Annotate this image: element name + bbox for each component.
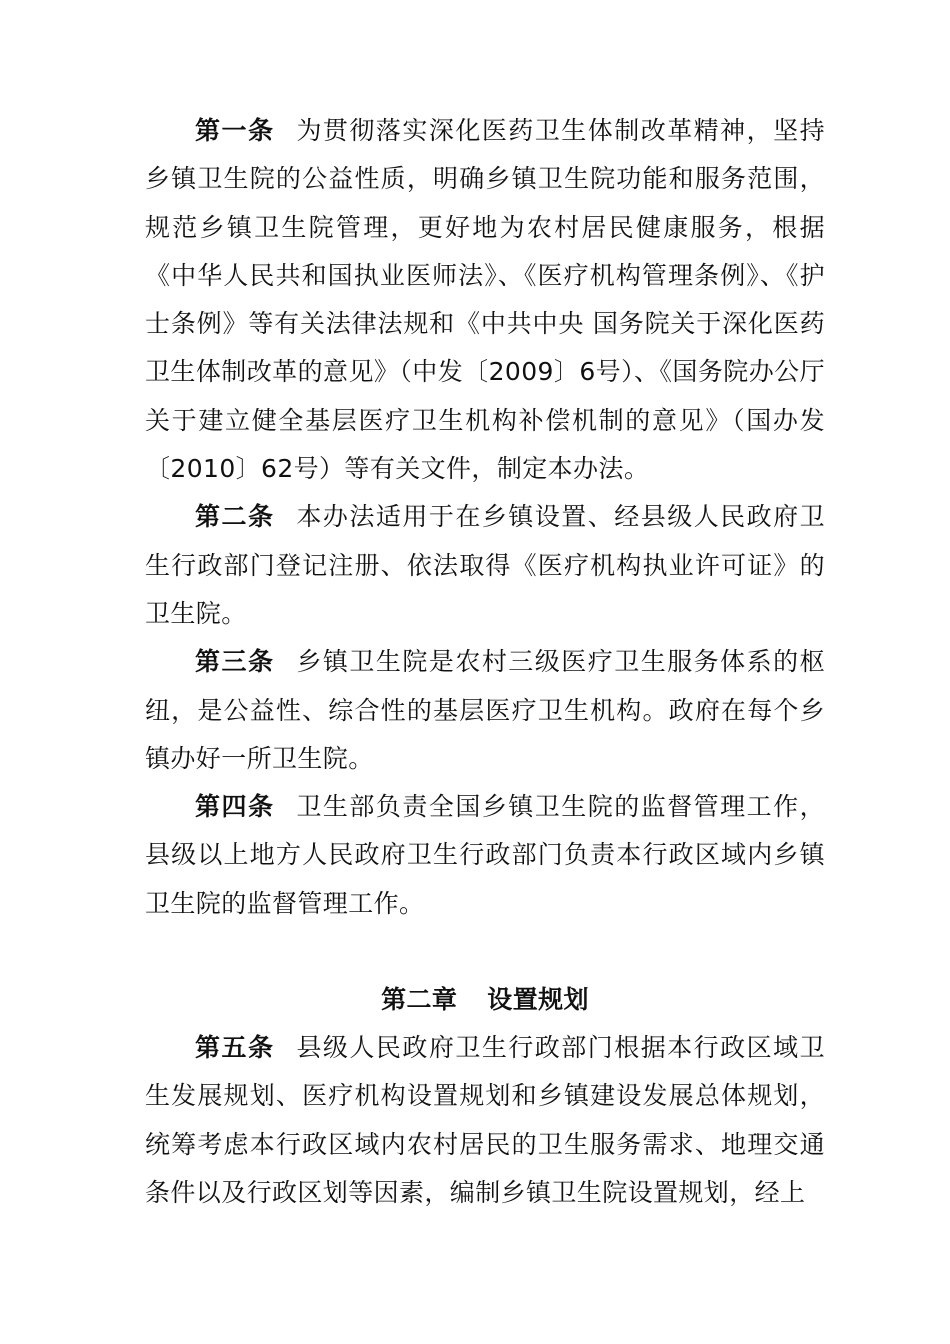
chapter-heading bbox=[145, 976, 825, 1024]
article-label: 第一条 bbox=[195, 116, 275, 145]
article-text: 为贯彻落实深化医药卫生体制改革精神，坚持乡镇卫生院的公益性质，明确乡镇卫生院功能和服务范围，规范乡镇卫生院管理，更好地为农村居民健康服务，根据《中华人民共和国执业医师法》、《医疗机构管理条例》、《护士条例》等有关法律法规和《中共中央 国务院关于深化医药卫生体制改革的意见》（中发〔2009〕6号）、《国务院办公厅关于建立健全基层医疗卫生机构补偿机制的意见》（国办发〔2010〕62号）等有关文件，制定本办法。 bbox=[145, 116, 825, 484]
article-2 bbox=[145, 493, 825, 638]
article-label: 第五条 bbox=[195, 1033, 275, 1063]
article-1 bbox=[145, 107, 825, 493]
article-text: 本办法适用于在乡镇设置、经县级人民政府卫生行政部门登记注册、依法取得《医疗机构执业许可证》的卫生院。 bbox=[145, 502, 825, 628]
article-3 bbox=[145, 638, 825, 783]
chapter-title: 设置规划 bbox=[487, 985, 589, 1015]
chapter-number: 第二章 bbox=[381, 985, 458, 1015]
article-label: 第四条 bbox=[195, 792, 275, 822]
article-text: 卫生部负责全国乡镇卫生院的监督管理工作，县级以上地方人民政府卫生行政部门负责本行政区域内乡镇卫生院的监督管理工作。 bbox=[145, 792, 825, 918]
article-label: 第二条 bbox=[195, 502, 275, 532]
article-text: 县级人民政府卫生行政部门根据本行政区域卫生发展规划、医疗机构设置规划和乡镇建设发展总体规划，统筹考虑本行政区域内农村居民的卫生服务需求、地理交通条件以及行政区划等因素，编制乡镇卫生院设置规划，经上 bbox=[145, 1033, 825, 1207]
article-text: 乡镇卫生院是农村三级医疗卫生服务体系的枢纽，是公益性、综合性的基层医疗卫生机构。政府在每个乡镇办好一所卫生院。 bbox=[145, 647, 825, 773]
article-4 bbox=[145, 783, 825, 928]
article-5 bbox=[145, 1024, 825, 1217]
article-label: 第三条 bbox=[195, 647, 275, 677]
document-body bbox=[145, 107, 825, 1217]
